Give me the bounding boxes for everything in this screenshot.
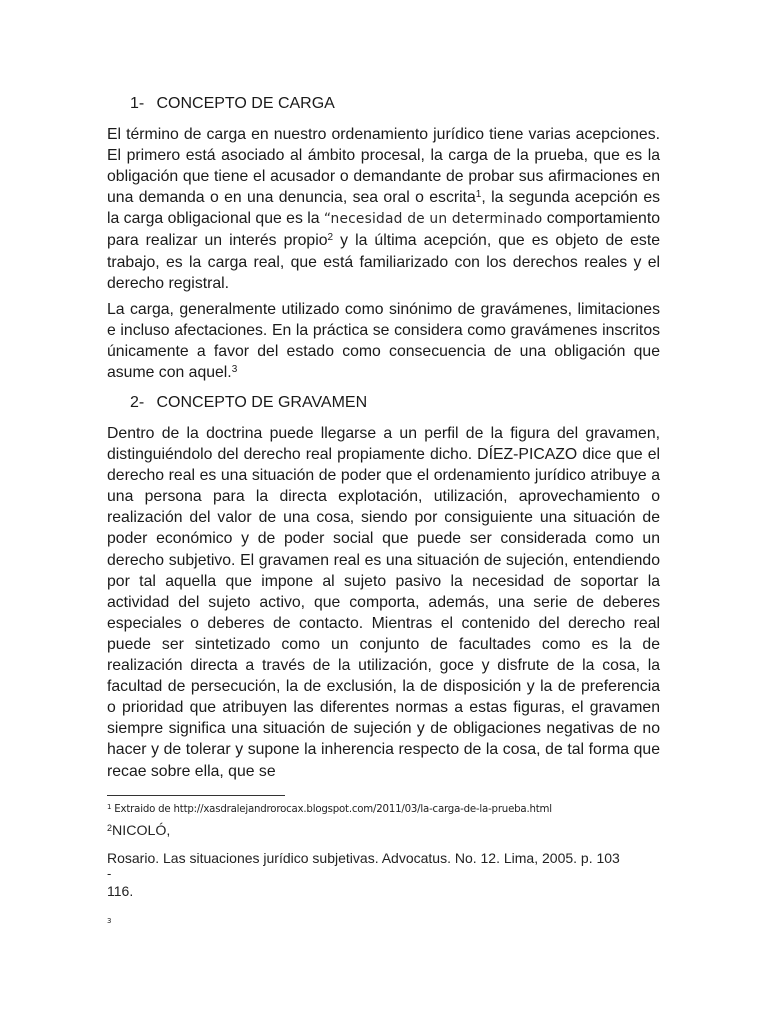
section-number: 2-	[130, 394, 145, 411]
footnote-separator	[107, 795, 285, 796]
footnote-mark: 3	[107, 917, 112, 925]
footnote-ref-1[interactable]: 1	[475, 189, 482, 201]
paragraph-text: La carga, generalmente utilizado como sinónimo de gravámenes, limitaciones e incluso afectaciones. En la práctica se considera como gravámenes inscritos únicamente a favor del estado como consecuencia de una obligación que asume con aquel.	[107, 301, 660, 382]
paragraph-gravamen	[107, 423, 660, 782]
paragraph-text: comportamiento para realizar un interés propio	[107, 210, 661, 250]
footnote-mark: 2	[107, 823, 113, 833]
quoted-text: “necesidad de un determinado	[323, 211, 543, 228]
footnote-ref-3[interactable]: 3	[231, 364, 238, 376]
section-title: CONCEPTO DE CARGA	[156, 95, 335, 112]
paragraph-text: Dentro de la doctrina puede llegarse a un perfil de la figura del gravamen, distinguiéndolo del derecho real propiamente dicho. DÍEZ-PICAZO dice que el derecho real es una situación de poder que el ordenamiento jurídico atribuye a una persona para la directa explotación, utilización, aprovechamiento o realización del valor de una cosa, siendo por consiguiente una situación de poder económico y de poder social que puede ser considerada como un derecho subjetivo. El gravamen real es una situación de sujeción, entendiendo por tal aquella que impone al sujeto pasivo la necesidad de soportar la actividad del sujeto activo, que comporta, además, una serie de deberes especiales o deberes de contacto. Mientras el contenido del derecho real puede ser sintetizado como un conjunto de facultades como es la de realización directa a través de la utilización, goce y disfrute de la cosa, la facultad de persecución, la de exclusión, la de disposición y la de preferencia o prioridad que atribuyen las diferentes normas a estas figuras, el gravamen siempre significa una situación de sujeción y de obligaciones negativas de no hacer y de tolerar y supone la inherencia respecto de la cosa, de tal forma que recae sobre ella, que se	[107, 425, 660, 780]
footnote-ref-2[interactable]: 2	[327, 232, 334, 244]
footnote-mark: 1	[107, 803, 112, 811]
paragraph-text: El término de carga en nuestro ordenamiento jurídico tiene varias acepciones. El primero está asociado al ámbito procesal, la carga de la prueba, que es la obligación que tiene el acusador o demandante de probar sus afirmaciones en una demanda o en una denuncia, sea oral o escrita	[107, 126, 660, 207]
section-heading-gravamen	[130, 393, 367, 413]
footnote-2	[107, 822, 170, 840]
paragraph-text: y la última acepción, que es objeto de este trabajo, es la carga real, que está familiarizado con los derechos reales y el derecho registral.	[107, 232, 660, 292]
section-number: 1-	[130, 95, 145, 112]
section-heading-carga	[130, 94, 335, 114]
paragraph-carga-acepciones	[107, 124, 660, 294]
section-title: CONCEPTO DE GRAVAMEN	[156, 394, 368, 411]
paragraph-text: , la segunda acepción es la carga obligacional que es la	[107, 189, 660, 228]
paragraph-carga-sinonimo	[107, 299, 660, 383]
footnote-3	[107, 916, 111, 926]
footnote-2-citation: Rosario. Las situaciones jurídico subjetivas. Advocatus. No. 12. Lima, 2005. p. 103	[107, 850, 620, 866]
footnote-2-pages: 116.	[107, 883, 134, 899]
footnote-1	[107, 803, 552, 817]
footnote-text: Extraido de http://xasdralejandrorocax.blogspot.com/2011/03/la-carga-de-la-prueba.html	[111, 804, 552, 815]
footnote-2-dash: -	[107, 866, 112, 881]
footnote-text: NICOLÓ,	[112, 823, 171, 839]
